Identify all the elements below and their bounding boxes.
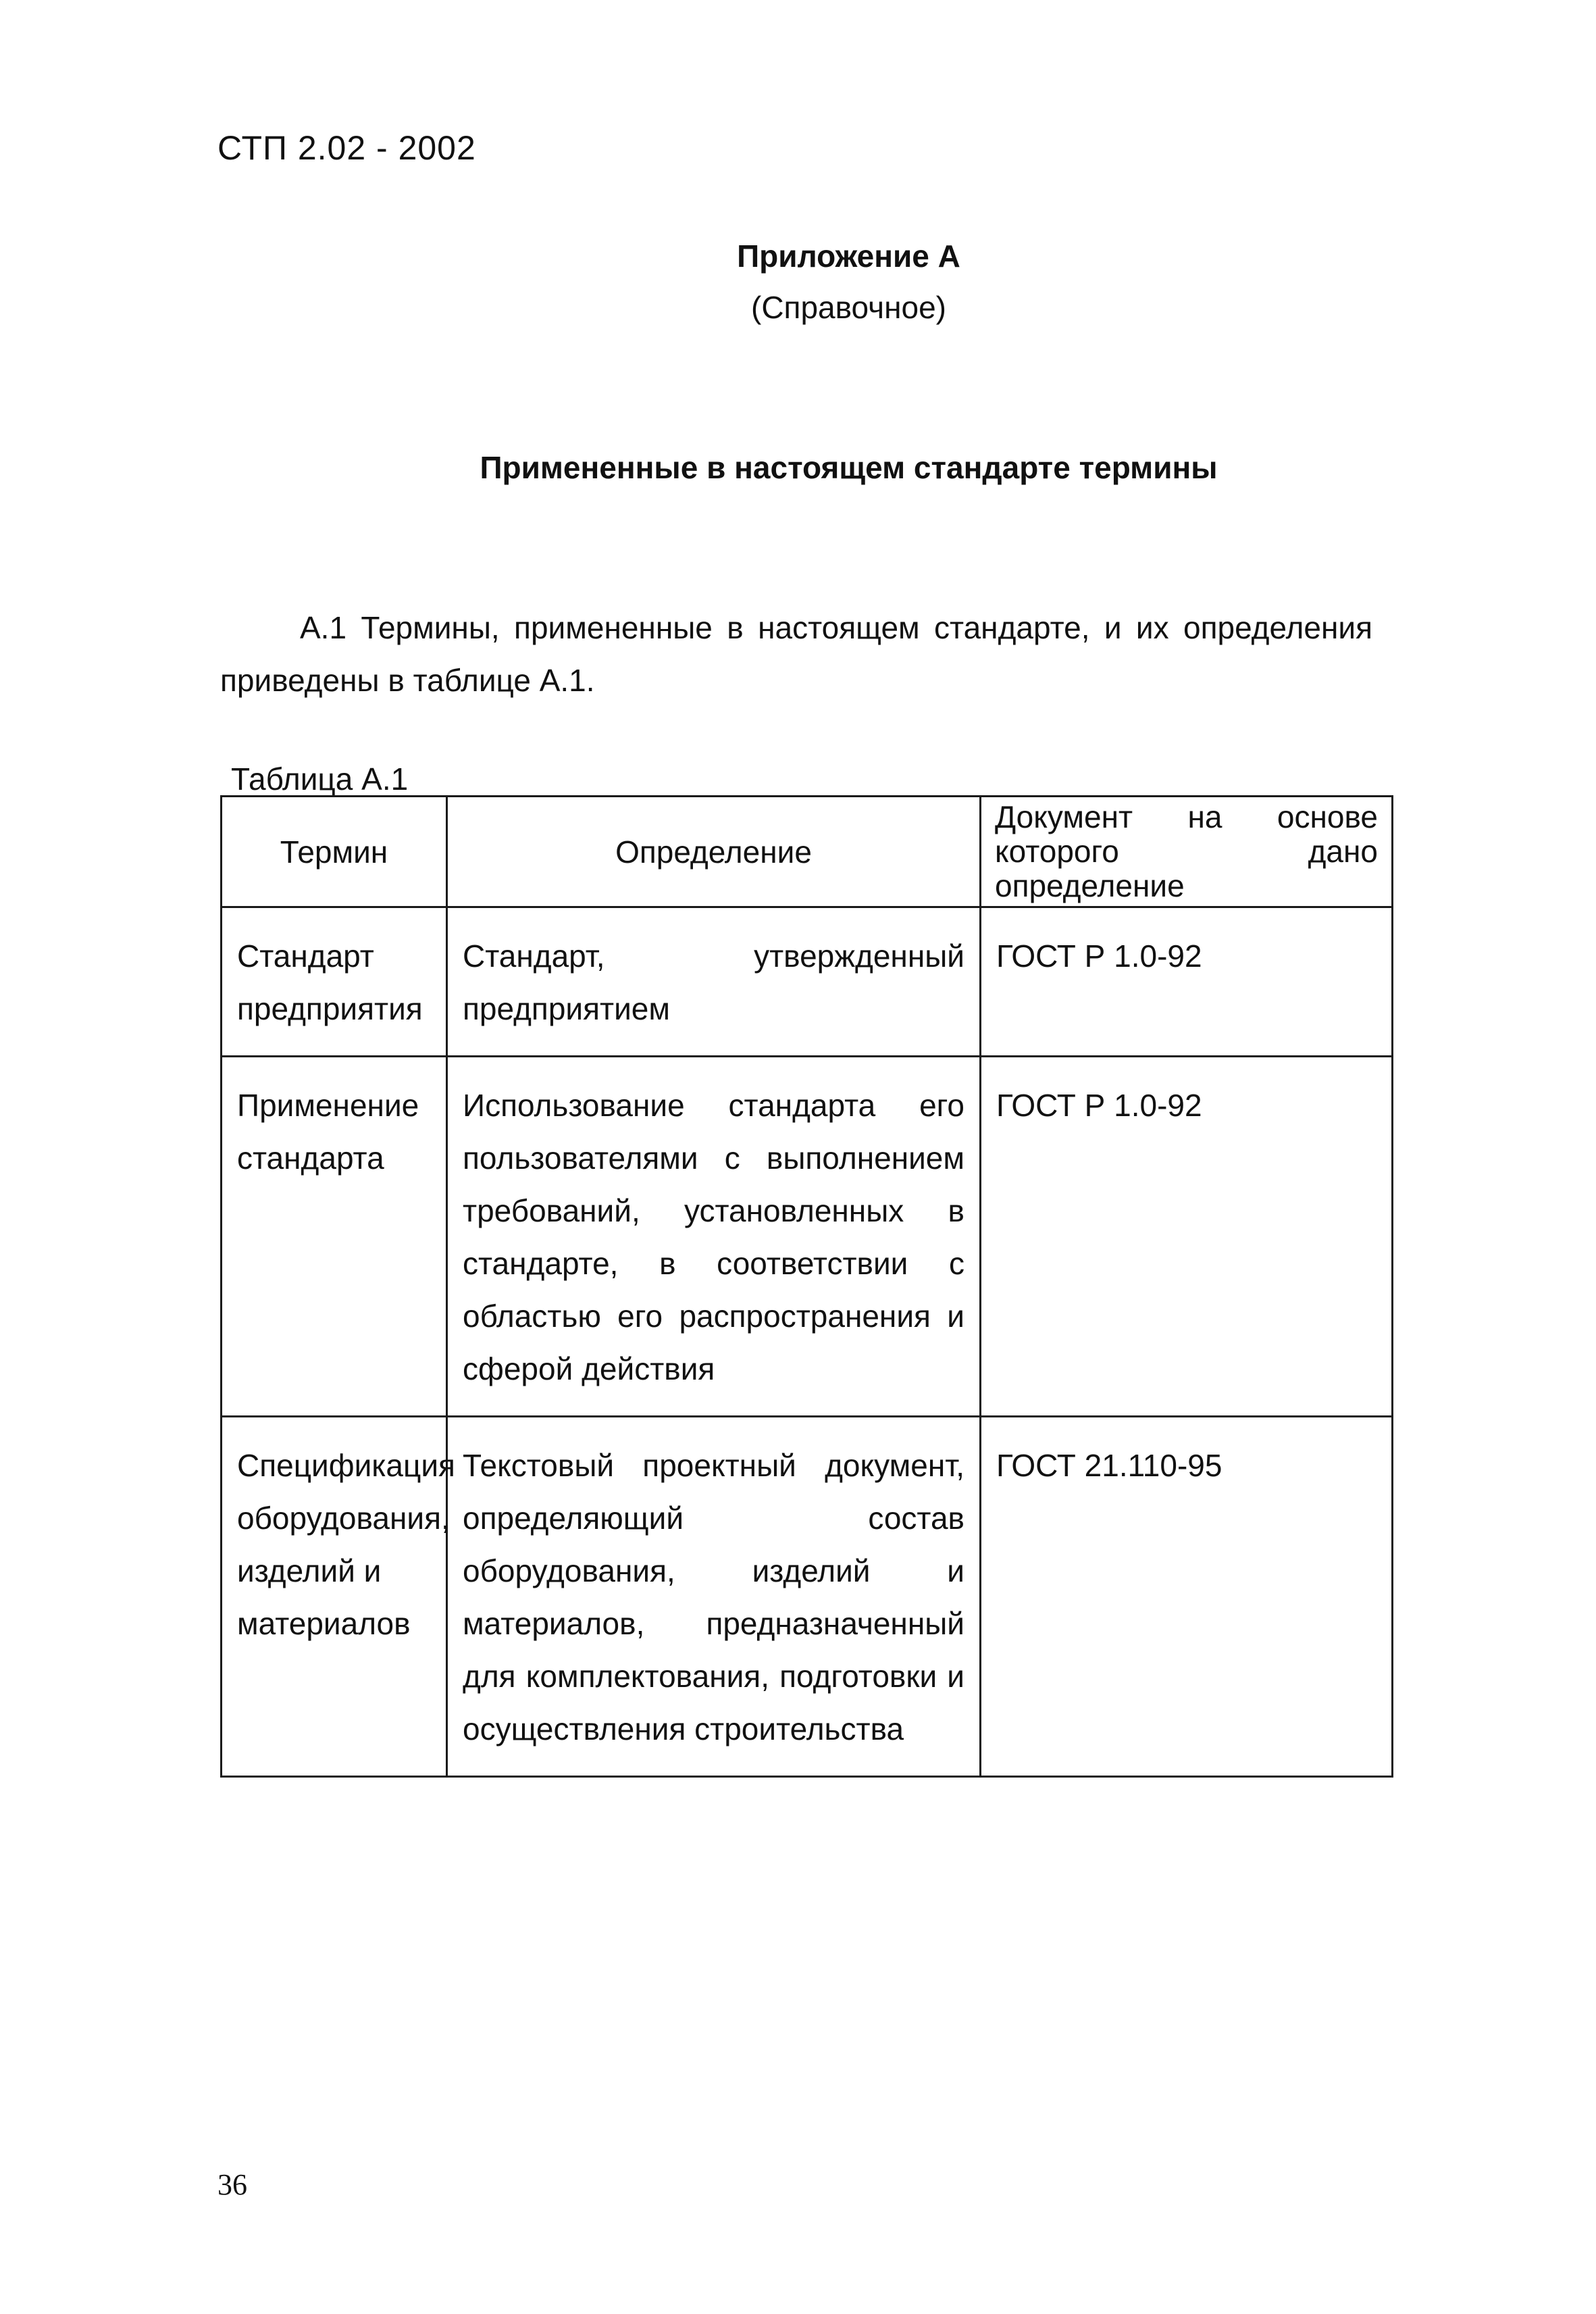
document-cell: ГОСТ 21.110-95 [981, 1417, 1393, 1777]
page-number: 36 [217, 2168, 247, 2201]
definition-cell: Использование стандарта его пользователями с выполнением требований, установленных в стандарте, в соответствии с областью его распространения и сферой действия [447, 1057, 981, 1417]
term-cell: Стандарт предприятия [222, 907, 447, 1057]
document-cell: ГОСТ Р 1.0-92 [981, 907, 1393, 1057]
section-title: Примененные в настоящем стандарте термины [480, 450, 1218, 485]
intro-paragraph: А.1 Термины, примененные в настоящем стандарте, и их определения приведены в таблице А.1. [220, 610, 1372, 698]
terms-table [220, 795, 1393, 1778]
table-row [222, 1057, 1393, 1417]
document-code: СТП 2.02 - 2002 [217, 129, 476, 167]
definition-cell: Текстовый проектный документ, определяющий состав оборудования, изделий и материалов, предназначенный для комплектования, подготовки и осуществления строительства [447, 1417, 981, 1777]
table-caption: Таблица А.1 [231, 761, 409, 797]
appendix-title: Приложение А [737, 238, 960, 274]
header-document: Документ на основе которого дано определение [981, 797, 1393, 907]
document-cell: ГОСТ Р 1.0-92 [981, 1057, 1393, 1417]
definition-cell: Стандарт, утвержденный предприятием [447, 907, 981, 1057]
header-term: Термин [222, 797, 447, 907]
header-definition: Определение [447, 797, 981, 907]
term-cell: Применение стандарта [222, 1057, 447, 1417]
term-cell: Спецификация оборудования, изделий и материалов [222, 1417, 447, 1777]
table-row [222, 907, 1393, 1057]
table-header-row [222, 797, 1393, 907]
table-row [222, 1417, 1393, 1777]
appendix-subtitle: (Справочное) [751, 290, 946, 325]
